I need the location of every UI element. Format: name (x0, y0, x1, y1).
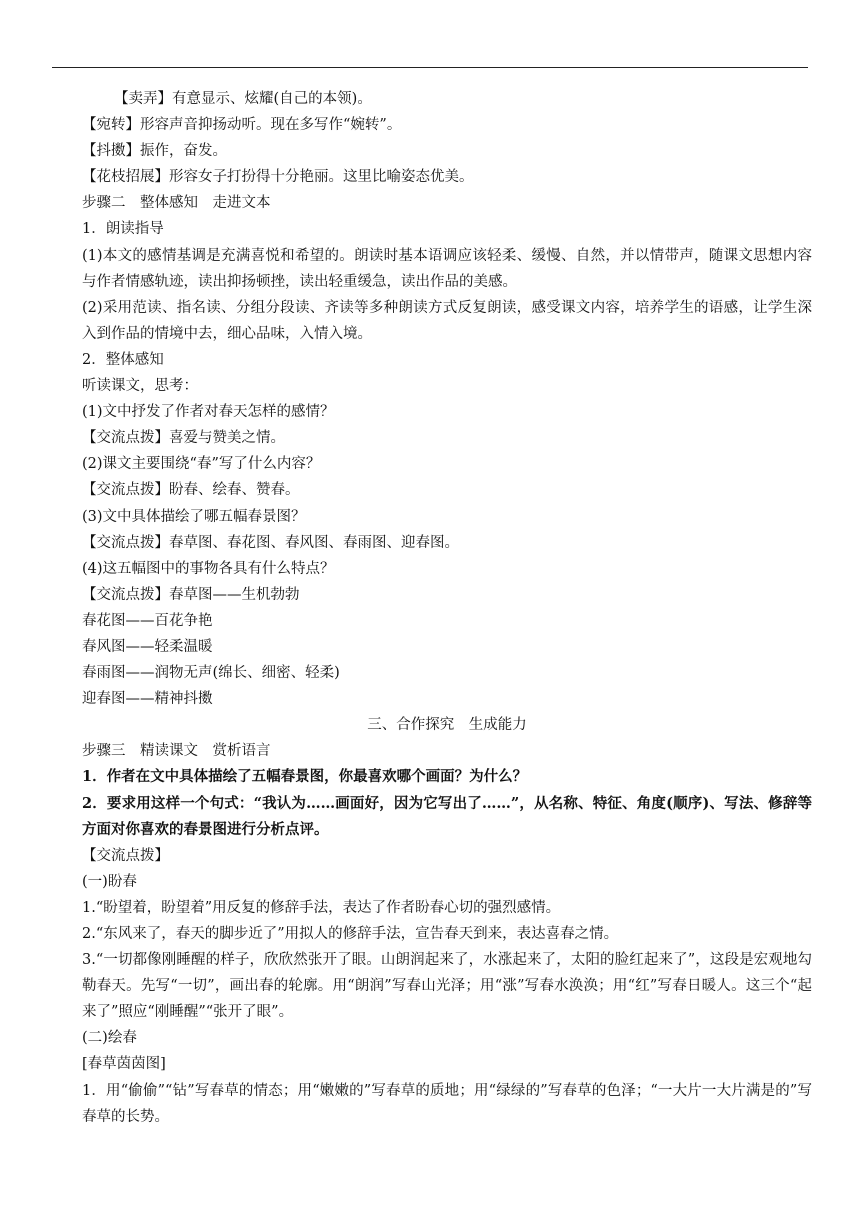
part-two-heading: (二)绘春 (82, 1030, 137, 1047)
step-three-heading: 步骤三 精读课文 赏析语言 (82, 743, 271, 760)
vocab-dousou: 【抖擞】振作，奋发。 (82, 143, 227, 160)
vocab-maishu: 【卖弄】有意显示、炫耀(自己的本领)。 (114, 91, 372, 107)
answer-4-spring-flowers: 春花图——百花争艳 (82, 612, 213, 629)
reading-guide-point-1: (1)本文的感情基调是充满喜悦和希望的。朗读时基本语调应该轻柔、缓慢、自然，并以情带声，随课文思想内容与作者情感轨迹，读出抑扬顿挫，读出轻重缓急，读出作品的美感。 (82, 247, 812, 290)
task-2: 2．要求用这样一个句式：“我认为……画面好，因为它写出了……”，从名称、特征、角度(顺序)、写法、修辞等方面对你喜欢的春景图进行分析点评。 (82, 794, 812, 838)
listen-think: 听读课文，思考： (82, 378, 198, 395)
vocab-huazhi: 【花枝招展】形容女子打扮得十分艳丽。这里比喻姿态优美。 (82, 169, 474, 186)
question-1: (1)文中抒发了作者对春天怎样的感情？ (82, 404, 335, 421)
reading-guide-point-2: (2)采用范读、指名读、分组分段读、齐读等多种朗读方式反复朗读，感受课文内容，培养学生的语感，让学生深入到作品的情境中去，细心品味，入情入境。 (82, 299, 812, 342)
header-rule (52, 67, 808, 68)
spring-grass-heading: [春草茵茵图] (82, 1056, 166, 1073)
question-3: (3)文中具体描绘了哪五幅春景图？ (82, 508, 306, 525)
overall-heading: 2．整体感知 (82, 351, 164, 368)
reading-guide-heading: 1．朗读指导 (82, 221, 164, 238)
task-1: 1．作者在文中具体描绘了五幅春景图，你最喜欢哪个画面？为什么？ (82, 768, 528, 786)
part-one-point-3: 3.“一切都像刚睡醒的样子，欣欣然张开了眼。山朗润起来了，水涨起来了，太阳的脸红起来了”，这段是宏观地勾勒春天。先写“一切”，画出春的轮廓。用“朗润”写春山光泽；用“涨”写春水涣涣；用“红”写春日暖人。这三个“起来了”照应“刚睡醒”“张开了眼”。 (82, 952, 812, 1021)
vocab-wanzhuan: 【宛转】形容声音抑扬动听。现在多写作“婉转”。 (82, 117, 402, 134)
exchange-heading: 【交流点拨】 (82, 847, 169, 864)
answer-4-spring-grass: 【交流点拨】春草图——生机勃勃 (82, 586, 300, 603)
step-two-heading: 步骤二 整体感知 走进文本 (82, 195, 271, 212)
answer-4-spring-rain: 春雨图——润物无声(绵长、细密、轻柔) (82, 665, 340, 682)
document-body (82, 86, 812, 1130)
part-one-point-1: 1.“盼望着，盼望着”用反复的修辞手法，表达了作者盼春心切的强烈感情。 (82, 899, 561, 916)
answer-3: 【交流点拨】春草图、春花图、春风图、春雨图、迎春图。 (82, 534, 459, 551)
part-one-heading: (一)盼春 (82, 873, 137, 890)
section-three-heading: 三、合作探究 生成能力 (367, 717, 527, 734)
spring-grass-point-1: 1．用“偷偷”“钻”写春草的情态；用“嫩嫩的”写春草的质地；用“绿绿的”写春草的色泽；“一大片一大片满是的”写春草的长势。 (82, 1082, 812, 1125)
question-2: (2)课文主要围绕“春”写了什么内容？ (82, 456, 321, 473)
answer-4-spring-wind: 春风图——轻柔温暖 (82, 638, 213, 655)
question-4: (4)这五幅图中的事物各具有什么特点？ (82, 560, 335, 577)
answer-2: 【交流点拨】盼春、绘春、赞春。 (82, 482, 300, 499)
answer-4-welcome-spring: 迎春图——精神抖擞 (82, 691, 213, 708)
part-one-point-2: 2.“东风来了，春天的脚步近了”用拟人的修辞手法，宣告春天到来，表达喜春之情。 (82, 926, 619, 942)
answer-1: 【交流点拨】喜爱与赞美之情。 (82, 430, 285, 447)
